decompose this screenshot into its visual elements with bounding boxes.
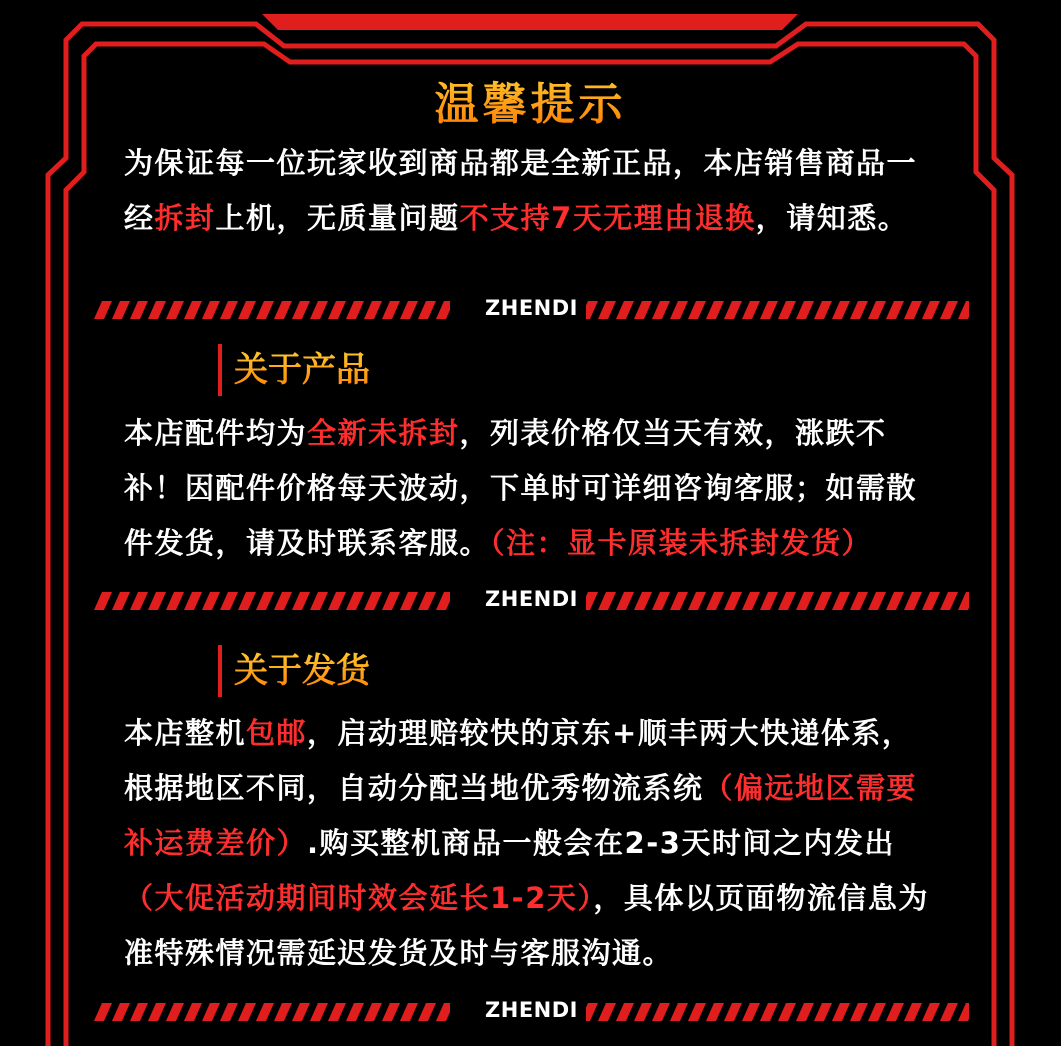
shipping-paragraph: 本店整机包邮，启动理赔较快的京东+顺丰两大快递体系，根据地区不同，自动分配当地优秀物流系统（偏远地区需要补运费差价）.购买整机商品一般会在2-3天时间之内发出（大促活动期间时效会延长1-2天），具体以页面物流信息为准特殊情况需延迟发货及时与客服沟通。 xyxy=(124,716,929,970)
divider-label: ZHENDI xyxy=(485,587,578,611)
divider-label: ZHENDI xyxy=(485,998,578,1022)
intro-paragraph: 为保证每一位玩家收到商品都是全新正品，本店销售商品一经拆封上机，无质量问题不支持7天无理由退换，请知悉。 xyxy=(124,146,918,235)
product-paragraph: 本店配件均为全新未拆封，列表价格仅当天有效，涨跌不补！因配件价格每天波动，下单时可详细咨询客服；如需散件发货，请及时联系客服。（注：显卡原装未拆封发货） xyxy=(124,416,918,560)
divider-label: ZHENDI xyxy=(485,296,578,320)
shipping-heading: 关于发货 xyxy=(218,645,370,697)
divider xyxy=(94,588,969,614)
product-heading: 关于产品 xyxy=(218,344,370,396)
page-title: 温馨提示 xyxy=(0,68,1061,132)
divider xyxy=(94,999,969,1025)
divider xyxy=(94,297,969,323)
